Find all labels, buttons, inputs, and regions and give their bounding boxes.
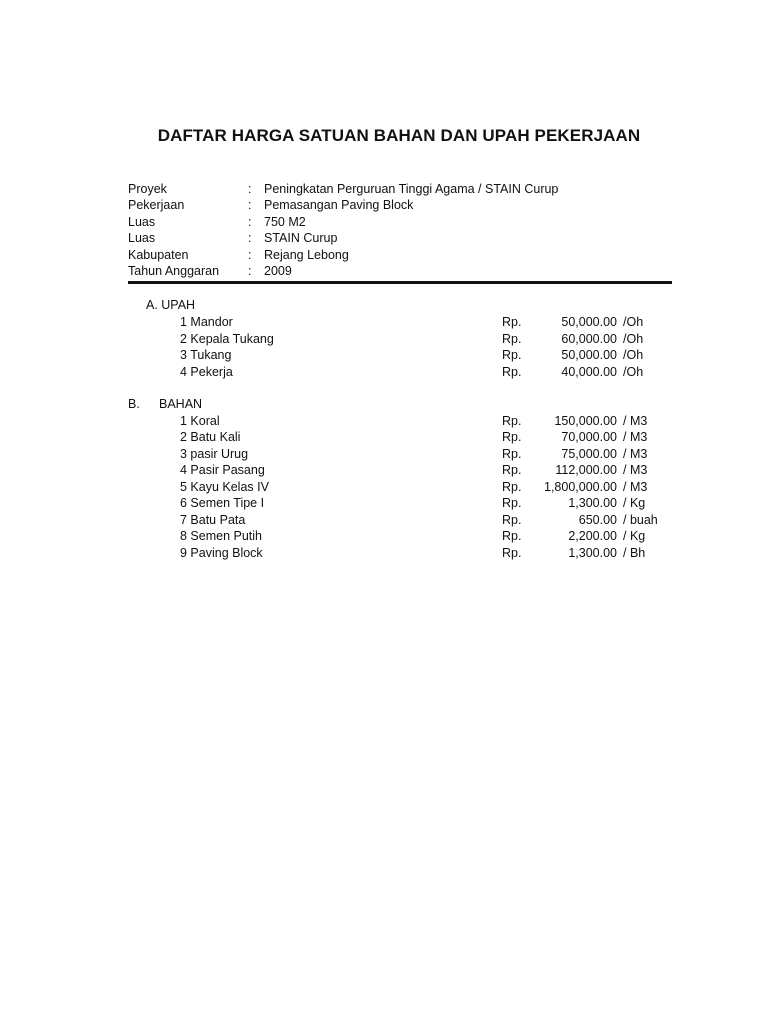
info-separator: : [248, 231, 252, 246]
info-value: Rejang Lebong [264, 247, 349, 262]
list-item [0, 462, 768, 478]
item-unit: /Oh [623, 364, 644, 379]
list-item [0, 446, 768, 462]
item-name: 3 Tukang [180, 348, 232, 362]
info-value: 750 M2 [264, 214, 306, 229]
item-name: 4 Pekerja [180, 364, 233, 379]
item-name: 1 Koral [180, 413, 220, 428]
item-price: 75,000.00 [561, 446, 617, 461]
list-item [0, 512, 768, 528]
info-label: Luas [128, 231, 156, 246]
list-item [0, 364, 768, 380]
item-name: 7 Batu Pata [180, 512, 246, 527]
item-name: 5 Kayu Kelas IV [180, 479, 269, 494]
info-value: 2009 [264, 263, 292, 278]
list-item [0, 528, 768, 544]
item-unit: / M3 [623, 446, 648, 461]
item-currency: Rp. [502, 430, 522, 444]
info-label: Tahun Anggaran [128, 263, 220, 278]
item-unit: / M3 [623, 413, 648, 428]
list-item [0, 347, 768, 363]
item-unit: / M3 [623, 479, 648, 494]
info-separator: : [248, 263, 252, 278]
header-divider [128, 281, 672, 284]
info-label: Kabupaten [128, 247, 189, 262]
item-unit: / Kg [623, 529, 646, 543]
list-item [0, 479, 768, 495]
item-currency: Rp. [502, 463, 522, 477]
item-currency: Rp. [502, 348, 522, 362]
item-price: 50,000.00 [561, 348, 617, 362]
section-bahan-heading: BAHAN [159, 397, 203, 411]
item-name: 4 Pasir Pasang [180, 463, 265, 477]
item-price: 1,800,000.00 [544, 479, 617, 494]
item-name: 1 Mandor [180, 315, 233, 329]
item-currency: Rp. [502, 364, 522, 379]
item-currency: Rp. [502, 413, 522, 428]
list-item [0, 495, 768, 511]
item-price: 50,000.00 [561, 315, 617, 329]
item-unit: / buah [623, 512, 658, 527]
item-currency: Rp. [502, 479, 522, 494]
item-currency: Rp. [502, 512, 522, 527]
section-bahan-letter: B. [128, 397, 140, 411]
info-separator: : [248, 198, 252, 213]
info-value: Peningkatan Perguruan Tinggi Agama / STAIN Curup [264, 182, 559, 196]
item-price: 40,000.00 [561, 364, 617, 379]
item-unit: / M3 [623, 463, 648, 477]
list-item [0, 413, 768, 429]
section-upah-heading: A. UPAH [146, 298, 196, 312]
info-separator: : [248, 247, 252, 262]
list-item [0, 545, 768, 561]
item-name: 8 Semen Putih [180, 529, 262, 543]
info-separator: : [248, 182, 252, 196]
item-name: 9 Paving Block [180, 545, 263, 560]
info-label: Pekerjaan [128, 198, 185, 213]
item-price: 112,000.00 [555, 463, 617, 477]
item-currency: Rp. [502, 315, 522, 329]
document-title: DAFTAR HARGA SATUAN BAHAN DAN UPAH PEKERJAAN [157, 126, 641, 145]
item-price: 60,000.00 [561, 331, 617, 346]
item-price: 650.00 [578, 512, 617, 527]
item-price: 2,200.00 [568, 529, 617, 543]
item-price: 1,300.00 [568, 496, 617, 510]
info-separator: : [248, 214, 252, 229]
item-unit: /Oh [623, 348, 644, 362]
item-unit: / M3 [623, 430, 648, 444]
info-value: STAIN Curup [264, 231, 338, 246]
item-unit: / Kg [623, 496, 646, 510]
item-name: 6 Semen Tipe I [180, 496, 265, 510]
list-item [0, 429, 768, 445]
item-unit: /Oh [623, 331, 644, 346]
list-item [0, 314, 768, 330]
item-currency: Rp. [502, 545, 522, 560]
item-currency: Rp. [502, 529, 522, 543]
item-price: 70,000.00 [561, 430, 617, 444]
info-value: Pemasangan Paving Block [264, 198, 414, 213]
info-label: Proyek [128, 182, 167, 196]
item-currency: Rp. [502, 446, 522, 461]
item-name: 2 Batu Kali [180, 430, 241, 444]
item-name: 3 pasir Urug [180, 446, 249, 461]
item-unit: / Bh [623, 545, 646, 560]
item-unit: /Oh [623, 315, 644, 329]
item-price: 1,300.00 [568, 545, 617, 560]
item-price: 150,000.00 [554, 413, 617, 428]
item-currency: Rp. [502, 331, 522, 346]
item-currency: Rp. [502, 496, 522, 510]
item-name: 2 Kepala Tukang [180, 331, 274, 346]
list-item [0, 331, 768, 347]
info-label: Luas [128, 214, 156, 229]
